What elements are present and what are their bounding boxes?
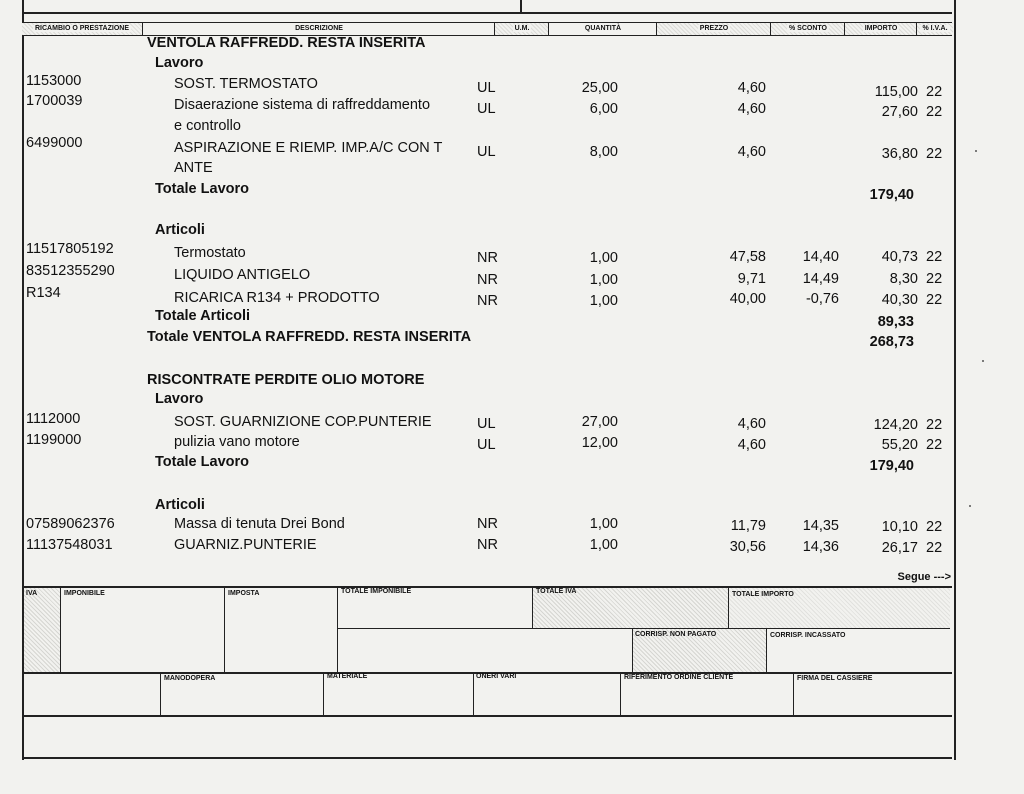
line-code: 6499000	[26, 135, 83, 151]
footer-iva-shade	[24, 588, 60, 672]
line-price: 47,58	[729, 249, 766, 265]
line-desc: Termostato	[174, 245, 246, 261]
line-um: NR	[477, 293, 498, 309]
line-vat: 22	[926, 292, 943, 308]
header-qty	[548, 23, 657, 35]
line-desc: ASPIRAZIONE E RIEMP. IMP.A/C CON T	[174, 140, 443, 156]
line-desc: GUARNIZ.PUNTERIE	[174, 537, 317, 553]
footer-vline	[224, 588, 225, 672]
line-vat: 22	[926, 249, 943, 265]
footer-vline	[766, 629, 767, 672]
line-um: UL	[477, 416, 496, 432]
header-item-label: RICAMBIO O PRESTAZIONE	[35, 25, 129, 32]
footer-vline	[620, 673, 621, 715]
footer-label-iva: IVA	[26, 590, 38, 597]
line-code: 83512355290	[26, 263, 115, 279]
footer-hline	[337, 628, 950, 629]
header-desc	[142, 23, 495, 35]
section1-lavoro-label: Lavoro	[155, 55, 204, 71]
footer-label-corrisp-non-pagato: CORRISP. NON PAGATO	[635, 631, 717, 638]
line-um: UL	[477, 437, 496, 453]
line-desc: RICARICA R134 + PRODOTTO	[174, 290, 380, 306]
line-desc: SOST. TERMOSTATO	[174, 76, 318, 92]
line-disc: 14,35	[802, 518, 839, 534]
line-um: UL	[477, 80, 496, 96]
line-price: 4,60	[737, 101, 766, 117]
line-amount: 36,80	[881, 146, 918, 162]
header-price	[656, 23, 771, 35]
header-vat-label: % I.V.A.	[922, 25, 948, 32]
line-um: NR	[477, 250, 498, 266]
line-qty: 1,00	[589, 250, 618, 266]
line-desc: LIQUIDO ANTIGELO	[174, 267, 311, 283]
line-code: 07589062376	[26, 516, 115, 532]
line-vat: 22	[926, 146, 943, 162]
line-price: 4,60	[737, 80, 766, 96]
line-amount: 55,20	[881, 437, 918, 453]
line-desc: pulizia vano motore	[174, 434, 300, 450]
header-disc-label: % SCONTO	[789, 25, 827, 32]
line-qty: 1,00	[589, 537, 618, 553]
line-desc: SOST. GUARNIZIONE COP.PUNTERIE	[174, 414, 432, 430]
line-amount: 27,60	[881, 104, 918, 120]
section1-title: VENTOLA RAFFREDD. RESTA INSERITA	[147, 35, 426, 51]
scan-speck	[982, 360, 984, 362]
section1-articoli-label: Articoli	[155, 222, 205, 238]
line-qty: 1,00	[589, 516, 618, 532]
line-disc: 14,49	[802, 271, 839, 287]
line-amount: 10,10	[881, 519, 918, 535]
line-desc: Massa di tenuta Drei Bond	[174, 516, 345, 532]
section2-totale-lavoro-label: Totale Lavoro	[155, 454, 249, 470]
line-disc: -0,76	[805, 291, 839, 307]
header-vat	[916, 23, 953, 35]
line-um: NR	[477, 537, 498, 553]
line-qty: 25,00	[581, 80, 618, 96]
line-um: UL	[477, 101, 496, 117]
header-amount	[844, 23, 917, 35]
footer-label-materiale: MATERIALE	[327, 673, 368, 680]
continues-label: Segue --->	[897, 571, 951, 583]
line-desc-cont: ANTE	[174, 160, 213, 176]
section1-totale-label: Totale VENTOLA RAFFREDD. RESTA INSERITA	[147, 329, 472, 345]
scan-speck	[975, 150, 977, 152]
footer-label-manodopera: MANODOPERA	[164, 675, 216, 682]
line-price: 4,60	[737, 437, 766, 453]
header-qty-label: QUANTITÀ	[584, 25, 622, 32]
line-code: 11137548031	[26, 537, 113, 553]
header-um-label: U.M.	[514, 25, 530, 32]
header-amount-label: IMPORTO	[864, 25, 898, 32]
footer-label-corrisp-incassato: CORRISP. INCASSATO	[770, 632, 846, 639]
line-qty: 1,00	[589, 293, 618, 309]
footer-vline	[532, 588, 533, 628]
line-price: 40,00	[729, 291, 766, 307]
line-code: R134	[26, 285, 61, 301]
line-amount: 40,73	[881, 249, 918, 265]
footer-label-totale-importo: TOTALE IMPORTO	[732, 591, 794, 598]
header-um	[494, 23, 549, 35]
line-code: 11517805192	[26, 241, 114, 257]
header-price-label: PREZZO	[699, 25, 729, 32]
section1-totale: 268,73	[869, 334, 914, 350]
line-um: UL	[477, 144, 496, 160]
section2-lavoro-label: Lavoro	[155, 391, 204, 407]
footer-label-totale-imponibile: TOTALE IMPONIBILE	[341, 588, 412, 595]
section2-totale-lavoro: 179,40	[869, 458, 914, 474]
footer-vline	[323, 673, 324, 715]
line-qty: 8,00	[589, 144, 618, 160]
line-vat: 22	[926, 417, 943, 433]
line-amount: 115,00	[874, 84, 918, 100]
column-header	[22, 22, 952, 36]
line-vat: 22	[926, 519, 943, 535]
footer-vline	[337, 588, 338, 672]
line-desc: Disaerazione sistema di raffreddamento	[174, 97, 431, 113]
section1-totale-lavoro-label: Totale Lavoro	[155, 181, 249, 197]
line-code: 1112000	[26, 411, 81, 427]
footer-vline	[473, 673, 474, 715]
footer-label-totale-iva: TOTALE IVA	[536, 588, 577, 595]
section1-totale-articoli-label: Totale Articoli	[155, 308, 251, 324]
line-um: NR	[477, 272, 498, 288]
line-vat: 22	[926, 104, 943, 120]
line-qty: 27,00	[581, 414, 618, 430]
line-qty: 1,00	[589, 272, 618, 288]
line-price: 30,56	[729, 539, 766, 555]
section2-title: RISCONTRATE PERDITE OLIO MOTORE	[147, 372, 425, 388]
line-desc-cont: e controllo	[174, 118, 241, 134]
line-code: 1700039	[26, 93, 83, 109]
line-code: 1199000	[26, 432, 82, 448]
footer-hline	[22, 715, 952, 717]
line-amount: 40,30	[881, 292, 918, 308]
footer-vline	[793, 673, 794, 715]
scan-speck	[969, 505, 971, 507]
line-disc: 14,36	[802, 539, 839, 555]
line-amount: 26,17	[881, 540, 918, 556]
line-vat: 22	[926, 271, 943, 287]
line-price: 4,60	[737, 144, 766, 160]
line-vat: 22	[926, 540, 943, 556]
footer-label-firma: FIRMA DEL CASSIERE	[797, 675, 873, 682]
line-vat: 22	[926, 84, 943, 100]
line-price: 9,71	[737, 271, 766, 287]
header-desc-label: DESCRIZIONE	[295, 25, 343, 32]
footer-bottom-rule	[22, 757, 952, 759]
line-qty: 12,00	[581, 435, 618, 451]
line-code: 1153000	[26, 73, 82, 89]
header-disc	[770, 23, 845, 35]
footer-vline	[60, 588, 61, 672]
footer-label-imposta: IMPOSTA	[228, 590, 260, 597]
line-vat: 22	[926, 437, 943, 453]
line-price: 11,79	[730, 518, 766, 534]
line-price: 4,60	[737, 416, 766, 432]
footer-vline	[728, 588, 729, 628]
line-amount: 124,20	[873, 417, 918, 433]
footer-label-riferimento: RIFERIMENTO ORDINE CLIENTE	[624, 674, 734, 681]
footer-vline	[632, 629, 633, 672]
line-amount: 8,30	[889, 271, 918, 287]
section2-articoli-label: Articoli	[155, 497, 205, 513]
line-disc: 14,40	[802, 249, 839, 265]
header-item	[22, 23, 142, 35]
section1-totale-articoli: 89,33	[877, 314, 914, 330]
footer-vline	[160, 673, 161, 715]
line-um: NR	[477, 516, 498, 532]
section1-totale-lavoro: 179,40	[869, 187, 914, 203]
footer-label-imponibile: IMPONIBILE	[64, 590, 105, 597]
line-qty: 6,00	[589, 101, 618, 117]
footer-label-oneri-vari: ONERI VARI	[476, 673, 517, 680]
